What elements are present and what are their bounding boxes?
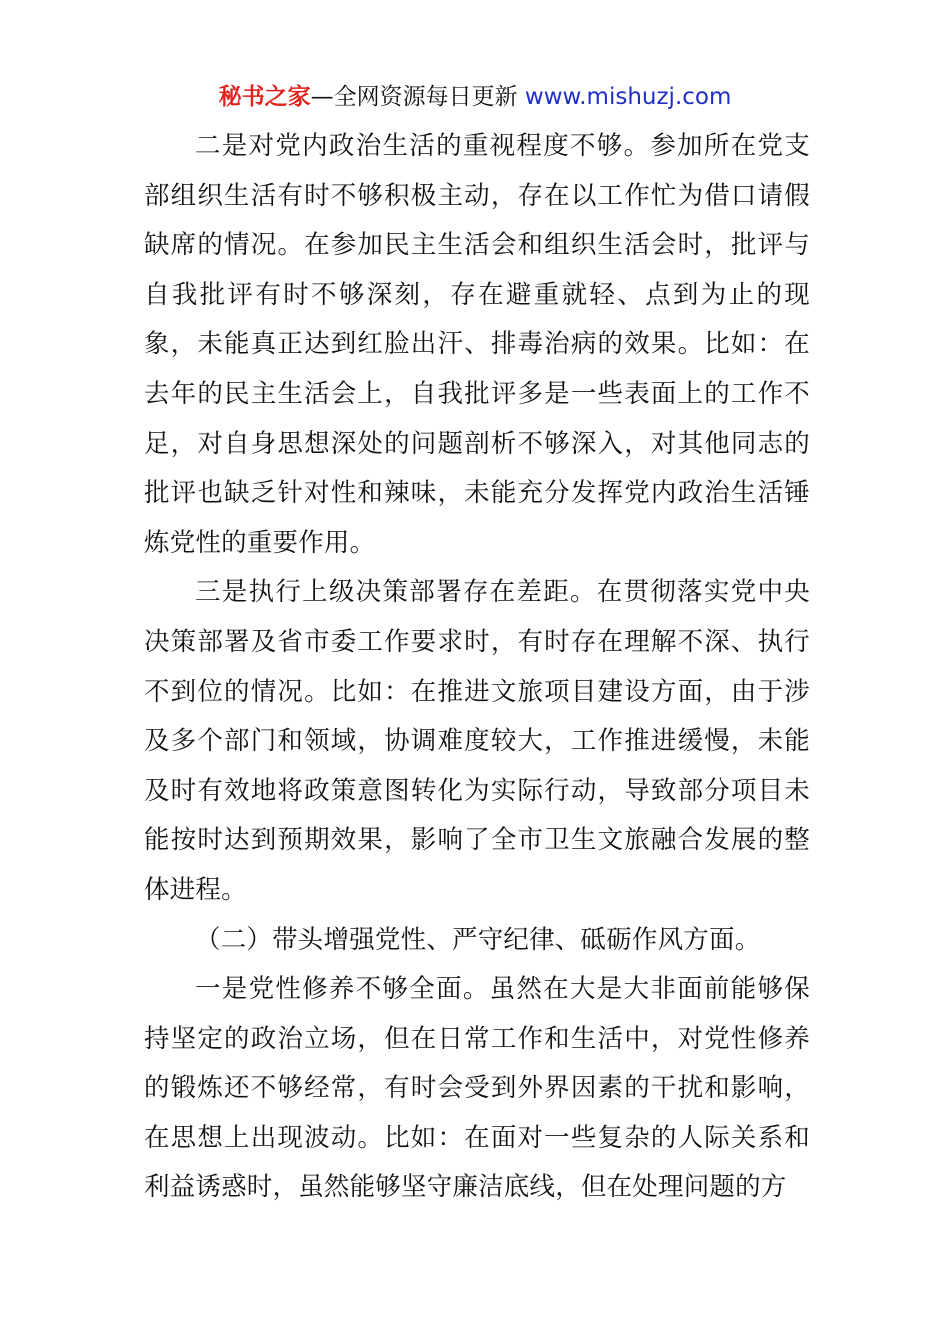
paragraph: 三是执行上级决策部署存在差距。在贯彻落实党中央决策部署及省市委工作要求时，有时存在理解不深、执行不到位的情况。比如：在推进文旅项目建设方面，由于涉及多个部门和领域，协调难度较大，工作推进缓慢，未能及时有效地将政策意图转化为实际行动，导致部分项目未能按时达到预期效果，影响了全市卫生文旅融合发展的整体进程。 <box>144 577 810 905</box>
header-tagline: —全网资源每日更新 <box>310 84 525 110</box>
paragraph: 一是党性修养不够全面。虽然在大是大非面前能够保持坚定的政治立场，但在日常工作和生活中，对党性修养的锻炼还不够经常，有时会受到外界因素的干扰和影响，在思想上出现波动。比如：在面对一些复杂的人际关系和利益诱惑时，虽然能够坚守廉洁底线，但在处理问题的方 <box>144 974 810 1203</box>
header-brand: 秘书之家 <box>218 84 311 110</box>
header-url-link[interactable]: www.mishuzj.com <box>524 84 732 110</box>
paragraph: 二是对党内政治生活的重视程度不够。参加所在党支部组织生活有时不够积极主动，存在以工作忙为借口请假缺席的情况。在参加民主生活会和组织生活会时，批评与自我批评有时不够深刻，存在避重就轻、点到为止的现象，未能真正达到红脸出汗、排毒治病的效果。比如：在去年的民主生活会上，自我批评多是一些表面上的工作不足，对自身思想深处的问题剖析不够深入，对其他同志的批评也缺乏针对性和辣味，未能充分发挥党内政治生活锤炼党性的重要作用。 <box>144 131 810 558</box>
document-body <box>144 122 810 1213</box>
page-header <box>0 80 950 114</box>
section-heading: （二）带头增强党性、严守纪律、砥砺作风方面。 <box>195 924 761 955</box>
